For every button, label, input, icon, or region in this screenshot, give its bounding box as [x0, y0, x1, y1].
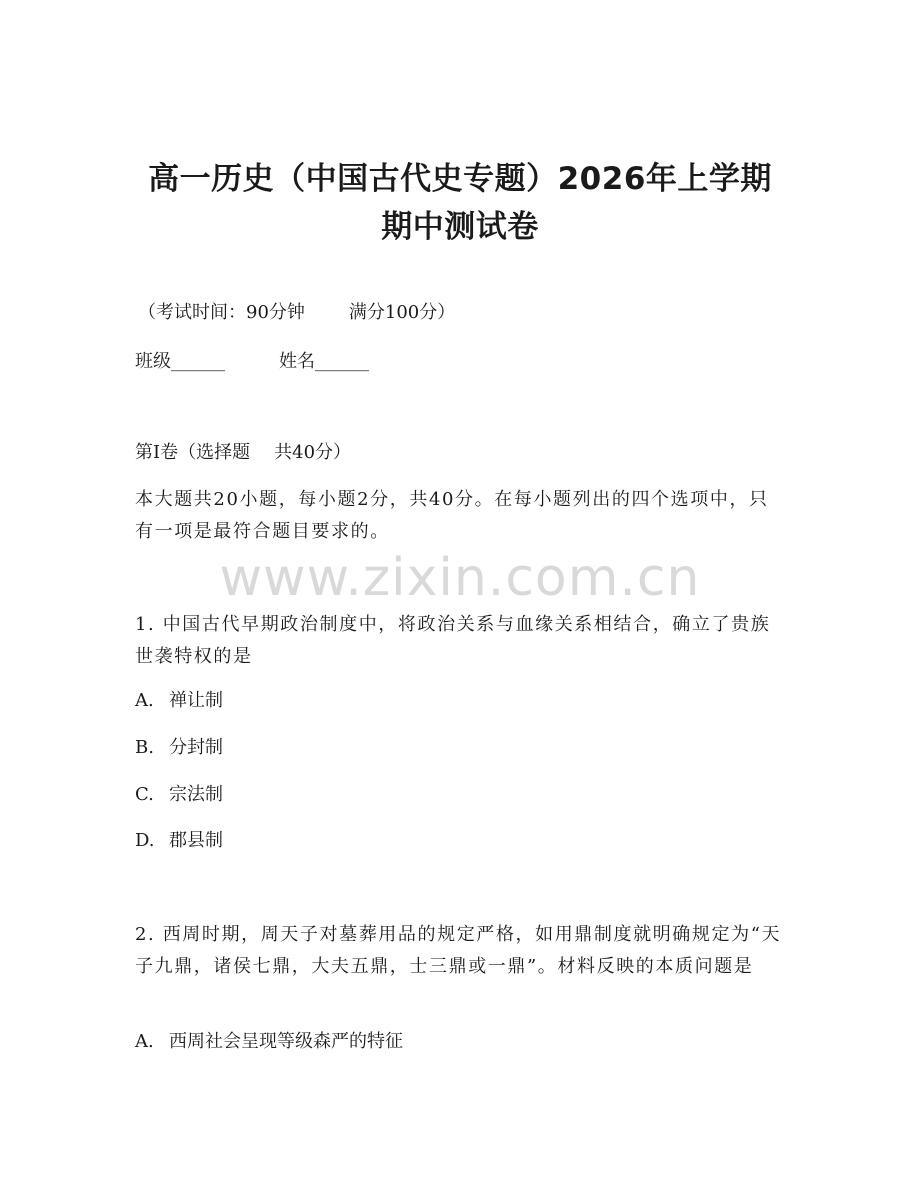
question-1-option-c: C. 宗法制 — [135, 784, 223, 805]
class-field: 班级______ — [135, 351, 225, 372]
exam-score: 满分100分） — [348, 302, 456, 323]
student-info — [135, 350, 369, 374]
question-2-stem: 2. 西周时期，周天子对墓葬用品的规定严格，如用鼎制度就明确规定为“天子九鼎，诸侯七鼎，大夫五鼎，士三鼎或一鼎”。材料反映的本质问题是 — [135, 924, 782, 977]
question-1-stem: 1. 中国古代早期政治制度中，将政治关系与血缘关系相结合，确立了贵族世袭特权的是 — [135, 614, 771, 667]
title-line-1: 高一历史（中国古代史专题）2026年上学期 — [148, 161, 772, 197]
question-1-option-a: A. 禅让制 — [135, 690, 223, 711]
question-2-option-a: A. 西周社会呈现等级森严的特征 — [135, 1031, 403, 1052]
section-instructions: 本大题共20小题，每小题2分，共40分。在每小题列出的四个选项中，只有一项是最符合题目要求的。 — [135, 489, 769, 542]
question-1-option-d: D. 郡县制 — [135, 830, 223, 851]
question-1-option-b: B. 分封制 — [135, 737, 223, 758]
watermark: www.zixin.com.cn — [219, 548, 701, 608]
exam-info — [138, 301, 455, 325]
title-line-2: 期中测试卷 — [381, 209, 539, 245]
exam-time: （考试时间：90分钟 — [138, 302, 305, 323]
name-field: 姓名______ — [279, 351, 369, 372]
section-heading: 第I卷（选择题 共40分） — [135, 442, 352, 463]
